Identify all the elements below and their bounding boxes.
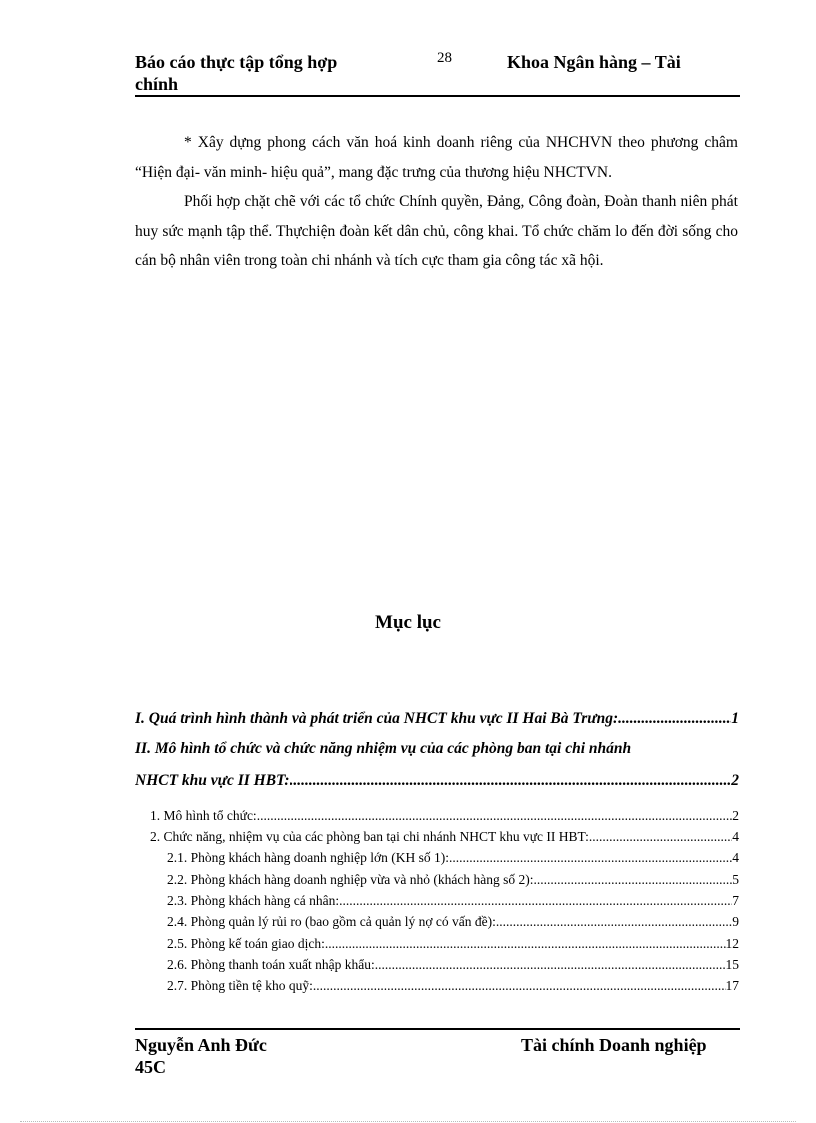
header-rule	[135, 95, 740, 97]
toc-entry-2-2-4[interactable]: 2.4. Phòng quản lý rủi ro (bao gồm cả quản lý nợ có vấn đề): ..... 9	[167, 912, 739, 932]
footer-right: Tài chính Doanh nghiệp	[521, 1035, 707, 1055]
toc-entry-2-2-7[interactable]: 2.7. Phòng tiền tệ kho quỹ: ..... 17	[167, 976, 739, 996]
toc-entry-2-1[interactable]: 1. Mô hình tổ chức: ..... 2	[150, 806, 739, 826]
toc-entry-2-line1[interactable]: II. Mô hình tổ chức và chức năng nhiệm vụ của các phòng ban tại chi nhánh	[135, 740, 632, 757]
toc-entry-2-2-3[interactable]: 2.3. Phòng khách hàng cá nhân: ..... 7	[167, 891, 739, 911]
page-number: 28	[437, 50, 452, 66]
toc-entry-1[interactable]: I. Quá trình hình thành và phát triển của NHCT khu vực II Hai Bà Trưng: ..... 1	[135, 709, 739, 729]
toc-entry-2-2-1[interactable]: 2.1. Phòng khách hàng doanh nghiệp lớn (KH số 1): ..... 4	[167, 848, 739, 868]
paragraph-2: Phối hợp chặt chẽ với các tổ chức Chính quyền, Đảng, Công đoàn, Đoàn thanh niên phát huy sức mạnh tập thể. Thựchiện đoàn kết dân chủ, công khai. Tổ chức chăm lo đến đời sống cho cán bộ nhân viên trong toàn chi nhánh và tích cực tham gia công tác xã hội.	[135, 193, 738, 269]
paragraph-1: * Xây dựng phong cách văn hoá kinh doanh riêng của NHCHVN theo phương châm “Hiện đại- văn minh- hiệu quả”, mang đặc trưng của thương hiệu NHCTVN.	[135, 134, 738, 181]
header-left-line2: chính	[135, 74, 179, 94]
footer-left	[135, 1034, 267, 1078]
header-left-line1: Báo cáo thực tập tổng hợp	[135, 52, 338, 72]
header-right: Khoa Ngân hàng – Tài	[507, 52, 681, 72]
page-edge	[20, 1121, 796, 1122]
toc-entry-2-2[interactable]: 2. Chức năng, nhiệm vụ của các phòng ban tại chi nhánh NHCT khu vực II HBT: ..... 4	[150, 827, 739, 847]
toc-entry-2[interactable]: NHCT khu vực II HBT: ..... 2	[135, 771, 739, 791]
footer-left-line1: Nguyễn Anh Đức	[135, 1035, 267, 1055]
header-left	[135, 51, 337, 95]
footer-rule	[135, 1028, 740, 1030]
body-text	[135, 128, 738, 276]
toc-entry-2-2-2[interactable]: 2.2. Phòng khách hàng doanh nghiệp vừa và nhỏ (khách hàng số 2): ..... 5	[167, 870, 739, 890]
toc-entry-2-2-6[interactable]: 2.6. Phòng thanh toán xuất nhập khẩu: ..... 15	[167, 955, 739, 975]
footer-left-line2: 45C	[135, 1057, 166, 1077]
toc-title: Mục lục	[375, 612, 441, 633]
toc-entry-2-2-5[interactable]: 2.5. Phòng kế toán giao dịch: ..... 12	[167, 934, 739, 954]
